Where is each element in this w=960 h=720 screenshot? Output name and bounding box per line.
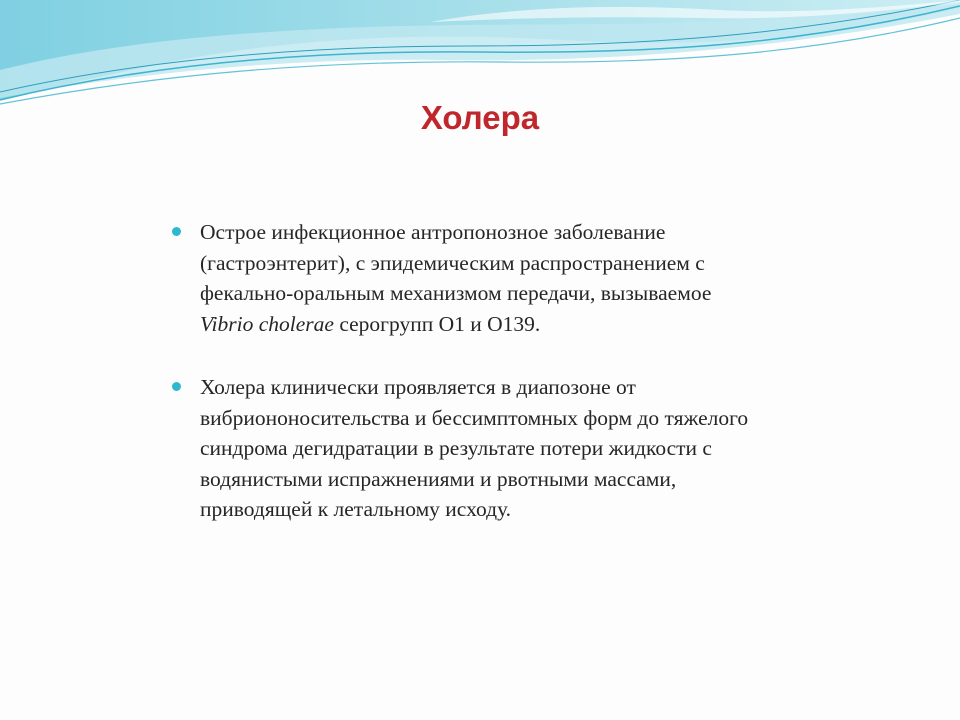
- bullet-text-line: [200, 309, 872, 340]
- bullet-item: [172, 217, 872, 339]
- bullet-list: [172, 217, 872, 525]
- bullet-text-line: фекально-оральным механизмом передачи, вызываемое: [200, 281, 712, 305]
- bullet-dot-icon: [172, 382, 181, 391]
- bullet-text-line: вибриононосительства и бессимптомных форм до тяжелого: [200, 405, 749, 430]
- slide-title: Холера: [420, 99, 540, 136]
- bullet-text-line: водянистыми испражнениями и рвотными массами,: [200, 466, 677, 491]
- species-name: Vibrio cholerae: [200, 311, 334, 336]
- bullet-text-rest: серогрупп О1 и О139.: [333, 311, 541, 336]
- bullet-item: [172, 372, 872, 525]
- bullet-dot-icon: [172, 227, 181, 236]
- bullet-text-line: Острое инфекционное антропонозное заболевание: [200, 220, 666, 244]
- bullet-text-line: приводящей к летальному исходу.: [200, 497, 512, 521]
- bullet-text-line: синдрома дегидратации в результате потери жидкости с: [200, 436, 712, 460]
- bullet-text-line: (гастроэнтерит), с эпидемическим распространением с: [200, 250, 705, 275]
- bullet-text-line: Холера клинически проявляется в диапозоне от: [200, 375, 636, 399]
